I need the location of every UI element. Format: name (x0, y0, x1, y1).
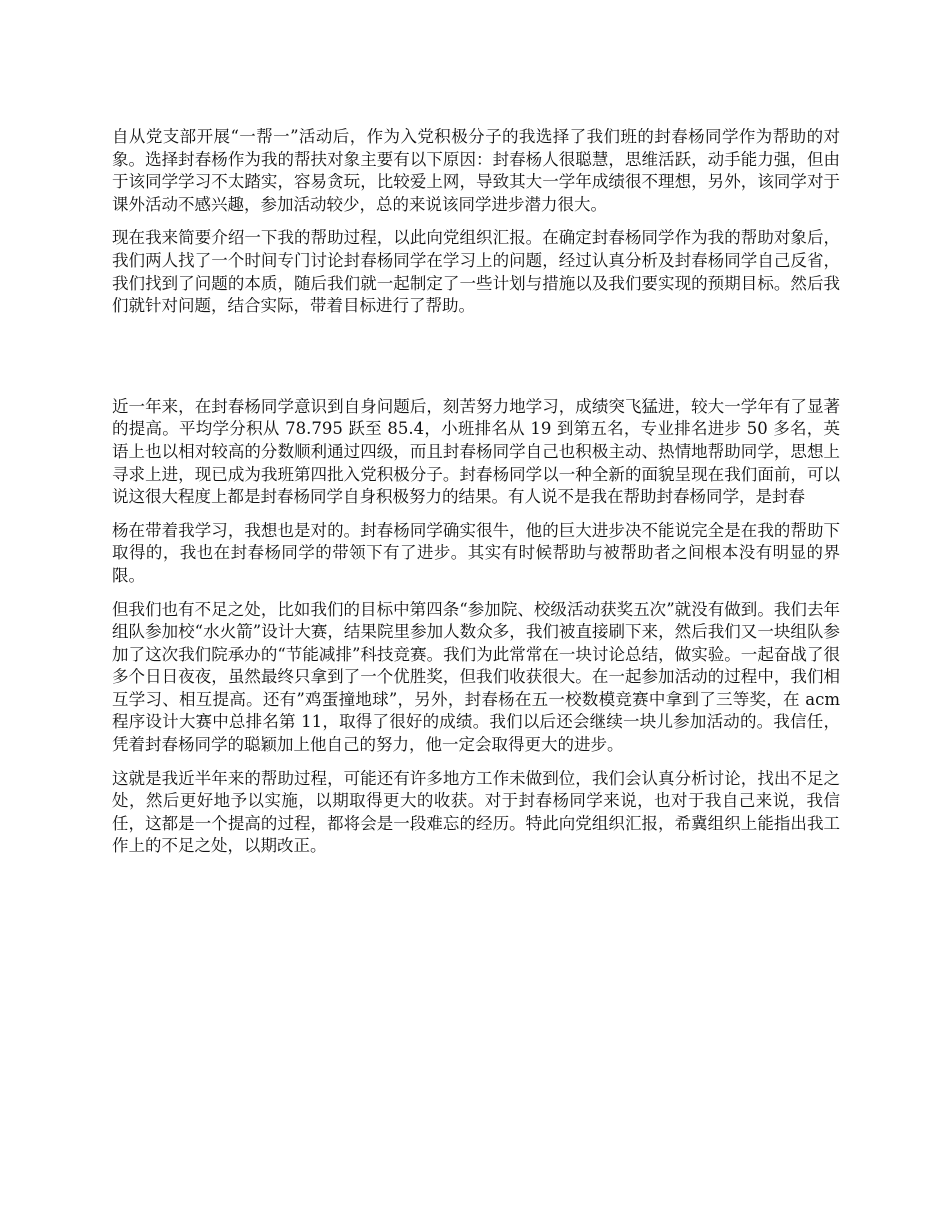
document-body (112, 126, 840, 858)
paragraph-1: 自从党支部开展“一帮一”活动后，作为入党积极分子的我选择了我们班的封春杨同学作为帮助的对象。选择封春杨作为我的帮扶对象主要有以下原因：封春杨人很聪慧，思维活跃，动手能力强，但由于该同学学习不太踏实，容易贪玩，比较爱上网，导致其大一学年成绩很不理想，另外，该同学对于课外活动不感兴趣，参加活动较少，总的来说该同学进步潜力很大。 (112, 127, 840, 214)
paragraph-6: 这就是我近半年来的帮助过程，可能还有许多地方工作未做到位，我们会认真分析讨论，找出不足之处，然后更好地予以实施，以期取得更大的收获。对于封春杨同学来说，也对于我自己来说，我信任，这都是一个提高的过程，都将会是一段难忘的经历。特此向党组织汇报，希冀组织上能指出我工作上的不足之处，以期改正。 (112, 768, 840, 856)
paragraph-2: 现在我来简要介绍一下我的帮助过程，以此向党组织汇报。在确定封春杨同学作为我的帮助对象后，我们两人找了一个时间专门讨论封春杨同学在学习上的问题，经过认真分析及封春杨同学自己反省，我们找到了问题的本质，随后我们就一起制定了一些计划与措施以及我们要实现的预期目标。然后我们就针对问题，结合实际，带着目标进行了帮助。 (112, 228, 840, 316)
paragraph-3: 近一年来，在封春杨同学意识到自身问题后，刻苦努力地学习，成绩突飞猛进，较大一学年有了显著的提高。平均学分积从 78.795 跃至 85.4，小班排名从 19 到第五名，专业排名进步 50 多名，英语上也以相对较高的分数顺利通过四级，而且封春杨同学自己也积极主动、热情地帮助同学，思想上寻求上进，现已成为我班第四批入党积极分子。封春杨同学以一种全新的面貌呈现在我们面前，可以说这很大程度上都是封春杨同学自身积极努力的结果。有人说不是我在帮助封春杨同学，是封春 (112, 396, 840, 507)
paragraph-4: 杨在带着我学习，我想也是对的。封春杨同学确实很牛，他的巨大进步决不能说完全是在我的帮助下取得的，我也在封春杨同学的带领下有了进步。其实有时候帮助与被帮助者之间根本没有明显的界限。 (112, 520, 840, 585)
paragraph-5: 但我们也有不足之处，比如我们的目标中第四条“参加院、校级活动获奖五次”就没有做到。我们去年组队参加校“水火箭”设计大赛，结果院里参加人数众多，我们被直接刷下来，然后我们又一块组队参加了这次我们院承办的“节能减排”科技竞赛。我们为此常常在一块讨论总结，做实验。一起奋战了很多个日日夜夜，虽然最终只拿到了一个优胜奖，但我们收获很大。在一起参加活动的过程中，我们相互学习、相互提高。还有”鸡蛋撞地球”，另外，封春杨在五一校数模竞赛中拿到了三等奖，在 acm 程序设计大赛中总排名第 11，取得了很好的成绩。我们以后还会继续一块儿参加活动的。我信任，凭着封春杨同学的聪颖加上他自己的努力，他一定会取得更大的进步。 (112, 599, 840, 755)
